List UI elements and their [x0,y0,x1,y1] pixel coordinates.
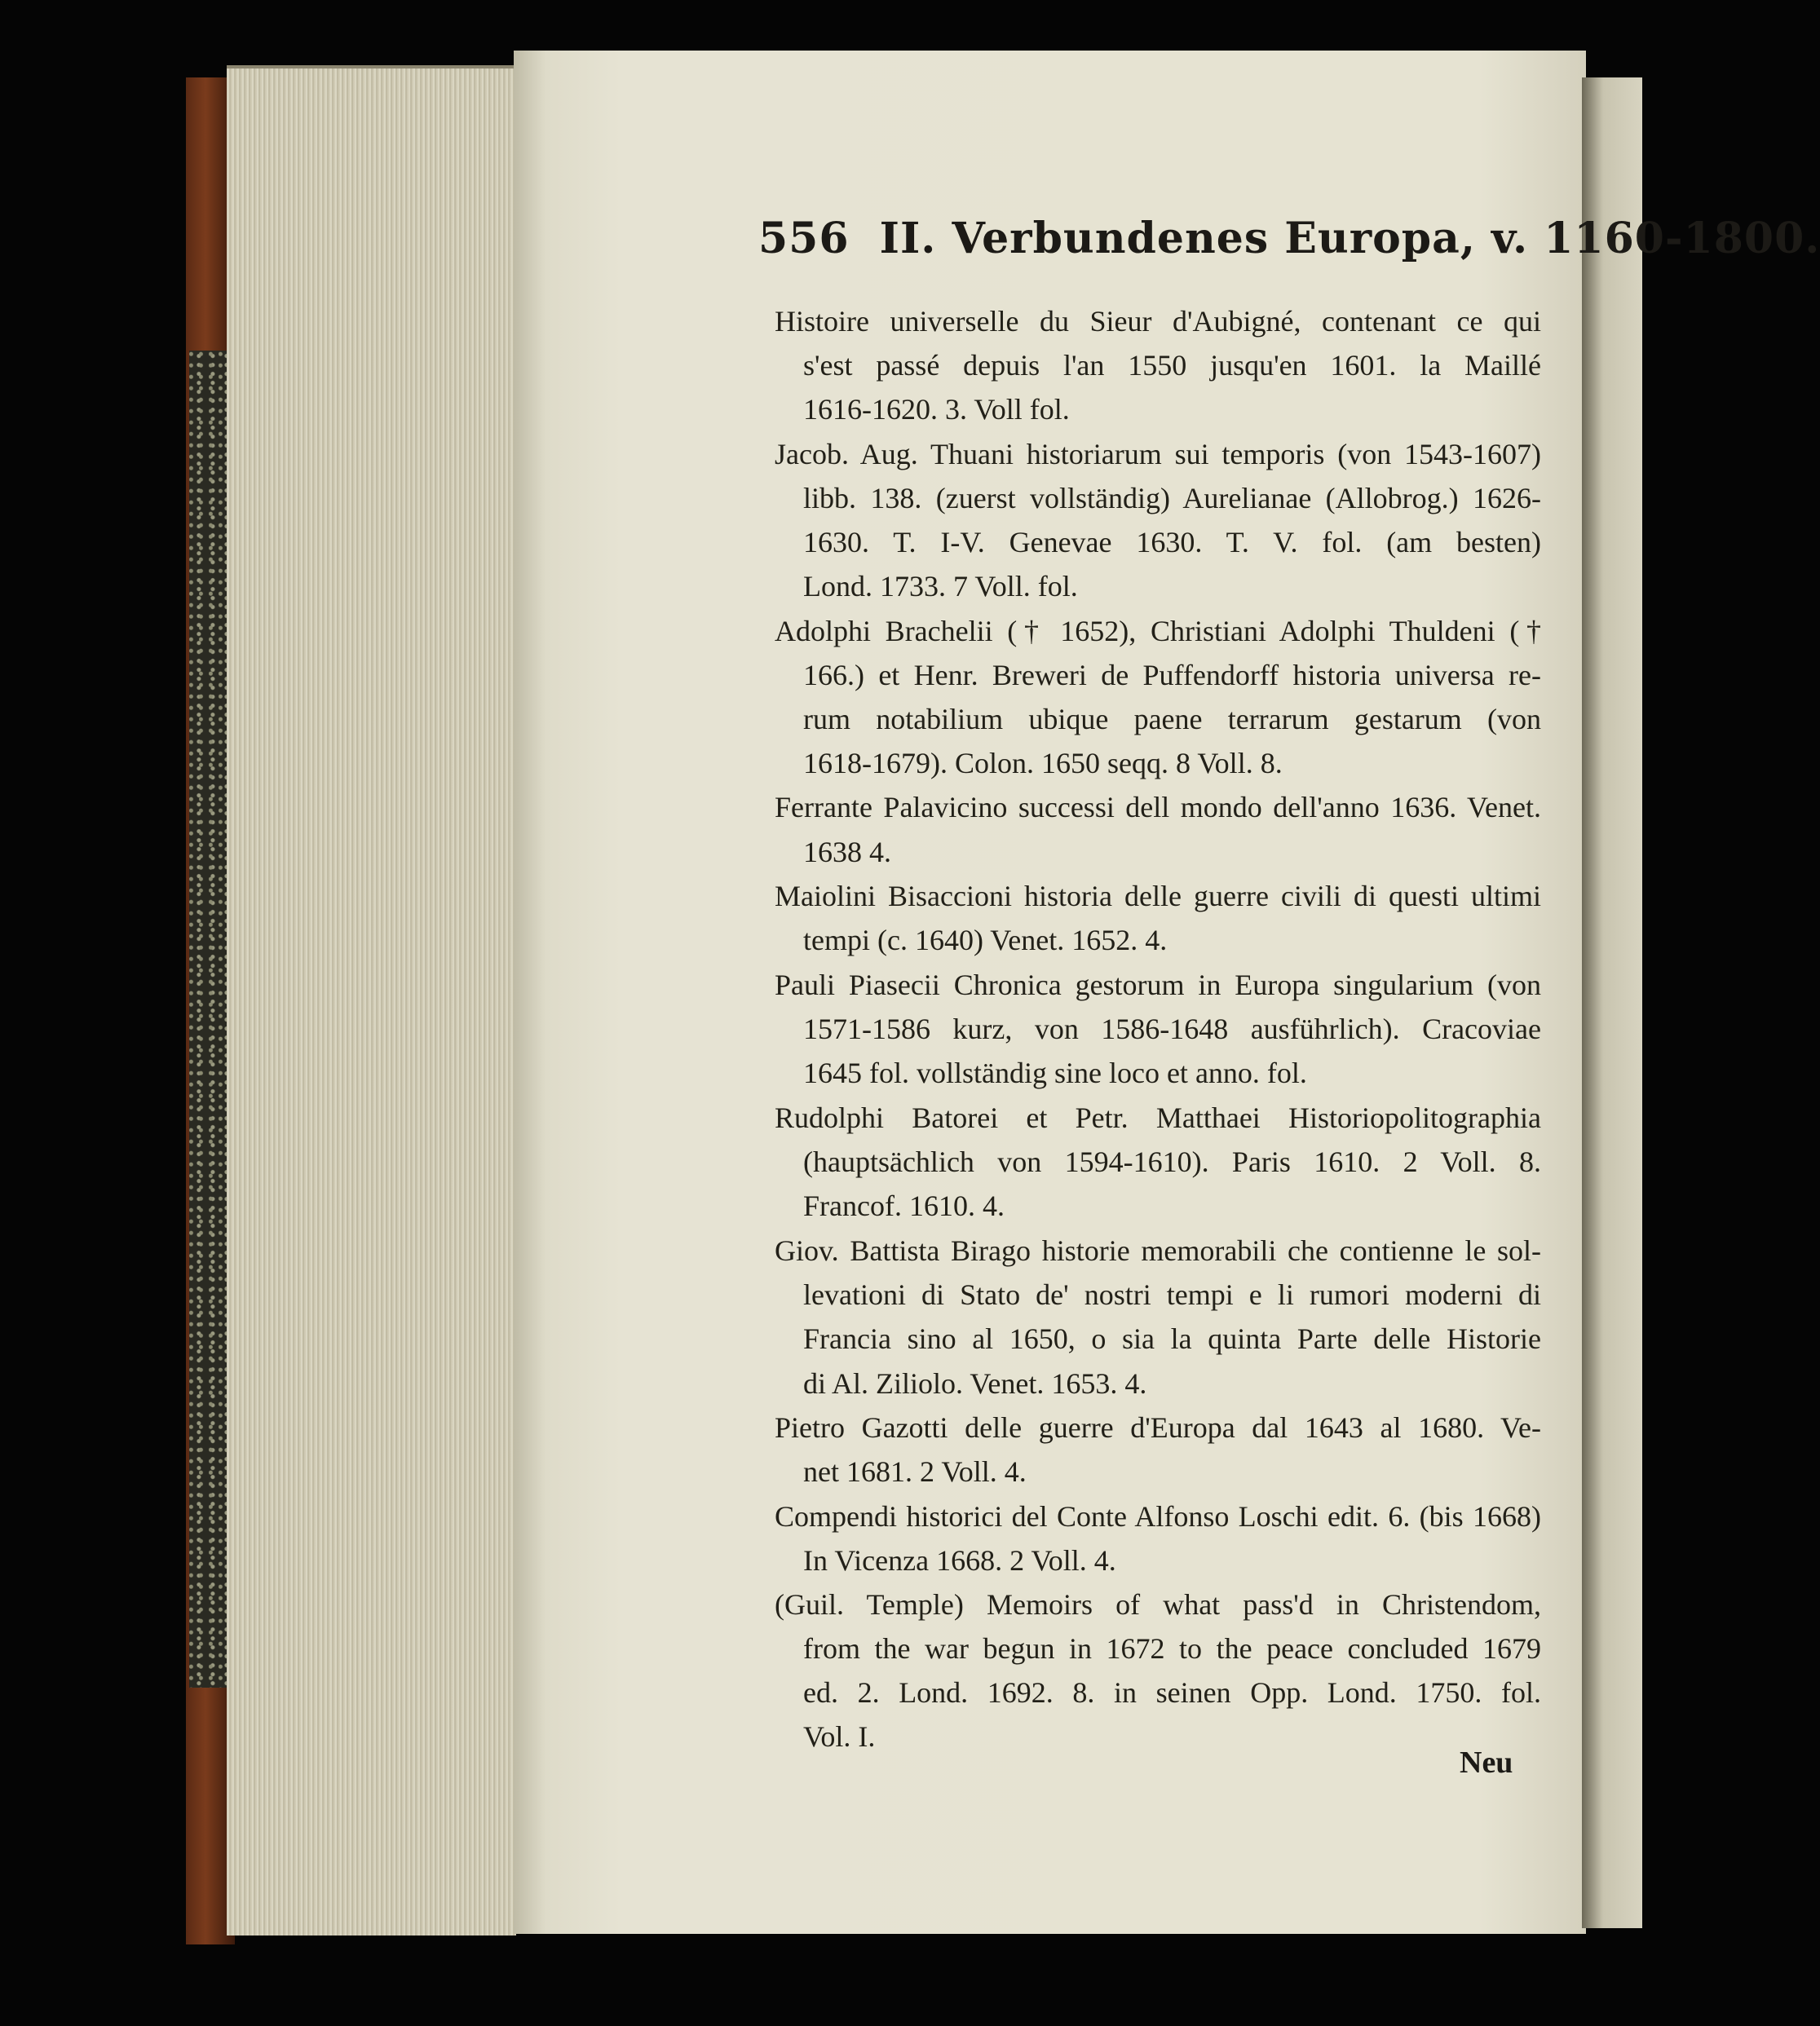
running-header [758,214,1820,279]
text-line: (hauptsächlich von 1594-1610). Paris 1610. 2 Voll. 8. [803,1145,1541,1178]
text-line: 1618-1679). Colon. 1650 seqq. 8 Voll. 8. [803,747,1283,779]
text-line: Francia sino al 1650, o sia la quinta Parte delle Historie [803,1322,1541,1355]
text-line: Vol. I. [803,1720,876,1753]
text-line: libb. 138. (zuerst vollständig) Aurelianae (Allobrog.) 1626- [803,482,1541,514]
text-line: Pauli Piasecii Chronica gestorum in Europa singularium (von [775,969,1541,1001]
text-line: Histoire universelle du Sieur d'Aubigné, contenant ce qui [775,305,1541,338]
text-line: In Vicenza 1668. 2 Voll. 4. [803,1544,1116,1577]
text-line: net 1681. 2 Voll. 4. [803,1455,1027,1488]
text-line: di Al. Ziliolo. Venet. 1653. 4. [803,1367,1147,1400]
text-line: tempi (c. 1640) Venet. 1652. 4. [803,924,1168,956]
text-line: ed. 2. Lond. 1692. 8. in seinen Opp. Lond. 1750. fol. [803,1676,1541,1709]
marbled-cover [189,351,230,1688]
text-line: (Guil. Temple) Memoirs of what pass'd in Christendom, [775,1588,1541,1621]
text-line: Compendi historici del Conte Alfonso Loschi edit. 6. (bis 1668) [775,1500,1541,1533]
text-line: s'est passé depuis l'an 1550 jusqu'en 1601. la Maillé [803,349,1541,382]
catchword: Neu [1460,1746,1513,1780]
text-line: 166.) et Henr. Breweri de Puffendorff historia universa re- [803,659,1541,691]
text-line: Ferrante Palavicino successi dell mondo dell'anno 1636. Venet. [775,791,1541,823]
text-line: Francof. 1610. 4. [803,1190,1005,1222]
text-line: 1645 fol. vollständig sine loco et anno. fol. [803,1057,1307,1089]
text-line: Maiolini Bisaccioni historia delle guerre civili di questi ultimi [775,880,1541,912]
running-title: II. Verbundenes Europa, v. 1160-1800. [879,214,1820,263]
text-line: levationi di Stato de' nostri tempi e li rumori moderni di [803,1278,1541,1311]
page-number: 556 [758,214,850,263]
page-edges [227,65,516,1936]
text-line: Giov. Battista Birago historie memorabili che contienne le sol- [775,1234,1541,1267]
text-line: rum notabilium ubique paene terrarum gestarum (von [803,703,1541,735]
text-line: from the war begun in 1672 to the peace concluded 1679 [803,1632,1541,1665]
text-line: Pietro Gazotti delle guerre d'Europa dal 1643 al 1680. Ve- [775,1411,1541,1444]
text-line: 1630. T. I-V. Genevae 1630. T. V. fol. (am besten) [803,526,1541,558]
text-line: Adolphi Brachelii († 1652), Christiani Adolphi Thuldeni († [775,615,1541,647]
facing-page-edge [1582,77,1642,1928]
text-line: Jacob. Aug. Thuani historiarum sui temporis (von 1543-1607) [775,438,1541,470]
text-line: 1616-1620. 3. Voll fol. [803,393,1070,426]
text-line: 1638 4. [803,836,891,868]
text-line: Rudolphi Batorei et Petr. Matthaei Historiopolitographia [775,1101,1541,1134]
text-line: Lond. 1733. 7 Voll. fol. [803,570,1078,603]
text-line: 1571-1586 kurz, von 1586-1648 ausführlich). Cracoviae [803,1013,1541,1045]
